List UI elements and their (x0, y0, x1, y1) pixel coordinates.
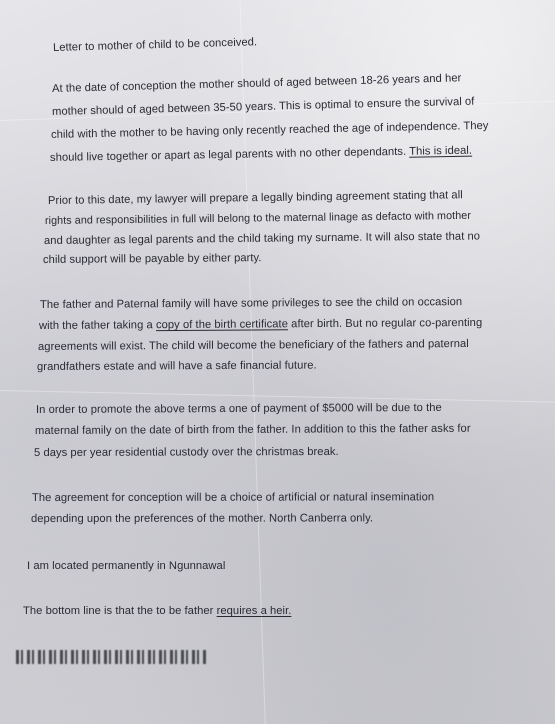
birth-certificate-text: copy of the birth certificate (155, 318, 289, 332)
paragraph-4-line-3: 5 days per year residential custody over the christmas break. (33, 445, 339, 459)
paragraph-2-line-1: Prior to this date, my lawyer will prepare a legally binding agreement stating that all (47, 189, 463, 207)
paragraph-4-line-2: maternal family on the date of birth from the father. In addition to this the father asks for (34, 422, 471, 437)
paragraph-3-line-2-end: after birth. But no regular co-parenting (291, 316, 483, 331)
paragraph-1-line-4-text: should live together or apart as legal parents with no other dependants. (49, 145, 407, 164)
paragraph-5-line-2: depending upon the preferences of the mother. North Canberra only. (30, 512, 374, 525)
paragraph-4-line-1: In order to promote the above terms a one of payment of $5000 will be due to the (35, 401, 442, 416)
paragraph-7 (23, 605, 291, 617)
paragraph-6: I am located permanently in Ngunnawal (27, 560, 226, 572)
paragraph-1-line-3: child with the mother to be having only recently reached the age of independence. They (50, 119, 489, 141)
paragraph-5-line-1: The agreement for conception will be a choice of artificial or natural insemination (31, 491, 435, 504)
this-is-ideal-text: This is ideal. (409, 144, 473, 158)
paragraph-1-line-4 (50, 145, 472, 164)
paragraph-3-line-2-start: with the father taking a (38, 319, 153, 332)
paragraph-2-line-3: and daughter as legal parents and the child taking my surname. It will also state that no (43, 230, 481, 247)
paragraph-2-line-4: child support will be payable by either party. (42, 252, 262, 266)
paragraph-3-line-4: grandfathers estate and will have a safe financial future. (36, 359, 317, 373)
paragraph-3-line-3: agreements will exist. The child will become the beneficiary of the fathers and paternal (37, 337, 469, 353)
requires-a-heir-text: requires a heir. (216, 605, 292, 617)
signature-text (16, 650, 56, 662)
paragraph-7-start: The bottom line is that the to be father (23, 605, 214, 617)
paragraph-1-line-1: At the date of conception the mother should of aged between 18-26 years and her (51, 72, 462, 95)
paragraph-1-line-2: mother should of aged between 35-50 years. This is optimal to ensure the survival of (51, 95, 475, 118)
paragraph-3-line-2 (39, 317, 482, 332)
paragraph-3-line-1: The father and Paternal family will have some privileges to see the child on occasion (39, 296, 463, 311)
letter-title: Letter to mother of child to be conceived. (52, 36, 258, 54)
paragraph-2-line-2: rights and responsibilities in full will belong to the maternal linage as defacto with mother (44, 209, 472, 227)
